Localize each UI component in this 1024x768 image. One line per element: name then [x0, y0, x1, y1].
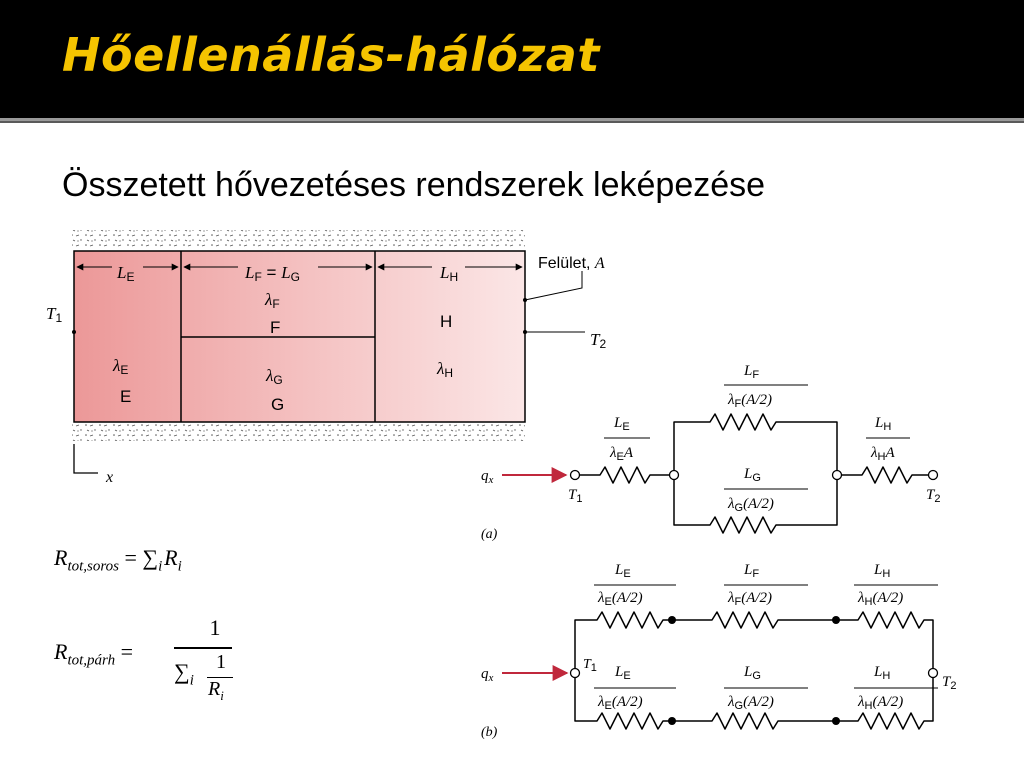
- svg-text:LF: $L_F$: [744, 562, 760, 580]
- label-T2: $T_2$: [942, 674, 957, 692]
- fraction-bar: [174, 647, 232, 649]
- resistor-top-F: [672, 612, 836, 628]
- slide-title: Hőellenállás-hálózat: [62, 28, 600, 82]
- node-T2: [929, 669, 938, 678]
- label-G: G: [271, 395, 285, 414]
- x-axis: [74, 444, 98, 473]
- label-b: (b): [481, 725, 498, 740]
- label-lambdaF: λF: [265, 290, 280, 311]
- label-qx: $q_x$: [481, 666, 494, 684]
- resistor-top-H: [836, 612, 933, 668]
- label-F: F: [270, 318, 281, 337]
- svg-text:λE(A/2): $\lambda_E(A/2)$: [598, 590, 643, 608]
- svg-text:LF: $L_F$: [744, 363, 760, 381]
- label-LF-LG: LF = LG: [245, 263, 300, 284]
- svg-text:LE: $L_E$: [615, 664, 631, 682]
- formula-parallel: $R_{tot,párh}$ = 1 $\sum_i$ 1 $R_i$: [54, 615, 254, 710]
- label-T1: $T_1$: [583, 657, 597, 674]
- fraction-bottom-G: [724, 664, 808, 712]
- node-mid-right: [833, 471, 842, 480]
- surface-leader: [525, 271, 582, 300]
- label-lambdaE: λE: [113, 356, 129, 377]
- svg-text:LH: $L_H$: [875, 415, 892, 433]
- svg-text:λH(A/2): $\lambda_H(A/2)$: [858, 694, 904, 712]
- label-surface: Felület, A: [538, 255, 605, 272]
- label-H: H: [440, 312, 453, 331]
- fraction-RF: [724, 363, 808, 410]
- fraction-bottom-H: [854, 664, 938, 712]
- resistor-E: [579, 467, 670, 483]
- svg-text:λHA: $\lambda_HA$: [871, 445, 895, 463]
- fraction-RG: [724, 466, 808, 514]
- composite-wall: [46, 230, 606, 486]
- label-LE: LE: [117, 263, 135, 284]
- svg-text:LH: $L_H$: [874, 562, 891, 580]
- svg-text:LG: $L_G$: [744, 664, 761, 682]
- label-lambdaH: λH: [437, 359, 454, 380]
- t1-point: [72, 330, 76, 334]
- circuit-b: [481, 562, 956, 740]
- svg-text:λEA: $\lambda_EA$: [610, 445, 634, 463]
- svg-text:λH(A/2): $\lambda_H(A/2)$: [858, 590, 904, 608]
- fraction-bottom-E: [594, 664, 676, 712]
- label-a: (a): [481, 527, 498, 542]
- node-mid-left: [670, 471, 679, 480]
- fraction-top-E: [594, 562, 676, 608]
- node-T1: [571, 471, 580, 480]
- slide-subtitle: Összetett hővezetéses rendszerek leképezése: [62, 166, 766, 204]
- fraction-RH: [866, 415, 910, 463]
- svg-text:λF(A/2): $\lambda_F(A/2)$: [728, 590, 773, 608]
- formula-series: $R_{tot,soros} = \sum_i$ $R_i$: [54, 545, 182, 575]
- resistor-bottom-G: [672, 713, 836, 729]
- svg-text:LE: $L_E$: [614, 415, 630, 433]
- slide-content: [0, 123, 1024, 768]
- node-T1: [571, 669, 580, 678]
- insulation-bottom: [72, 423, 525, 441]
- label-T1: $T_1$: [568, 487, 583, 505]
- label-x: x: [106, 469, 114, 486]
- label-lambdaG: λG: [266, 366, 283, 387]
- svg-text:λF(A/2): $\lambda_F(A/2)$: [728, 392, 773, 410]
- label-T2: $T_2$: [926, 487, 941, 505]
- svg-text:LH: $L_H$: [874, 664, 891, 682]
- label-T1: T1: [46, 304, 63, 325]
- title-bar: [0, 0, 1024, 118]
- svg-text:λE(A/2): $\lambda_E(A/2)$: [598, 694, 643, 712]
- label-LH: LH: [440, 263, 459, 284]
- label-E: E: [120, 387, 132, 406]
- fraction-RE: [604, 415, 650, 463]
- svg-text:LE: $L_E$: [615, 562, 631, 580]
- label-qx: $q_x$: [481, 468, 494, 486]
- insulation-top: [72, 230, 525, 248]
- resistor-F: [674, 414, 837, 470]
- circuit-a: [481, 363, 940, 542]
- fraction-top-F: [724, 562, 808, 608]
- svg-text:λG(A/2): $\lambda_G(A/2)$: [728, 694, 774, 712]
- svg-text:LG: $L_G$: [744, 466, 761, 484]
- label-T2: T2: [590, 330, 607, 351]
- svg-text:λG(A/2): $\lambda_G(A/2)$: [728, 496, 774, 514]
- fraction-top-H: [854, 562, 938, 608]
- resistor-H: [841, 467, 928, 483]
- node-T2: [929, 471, 938, 480]
